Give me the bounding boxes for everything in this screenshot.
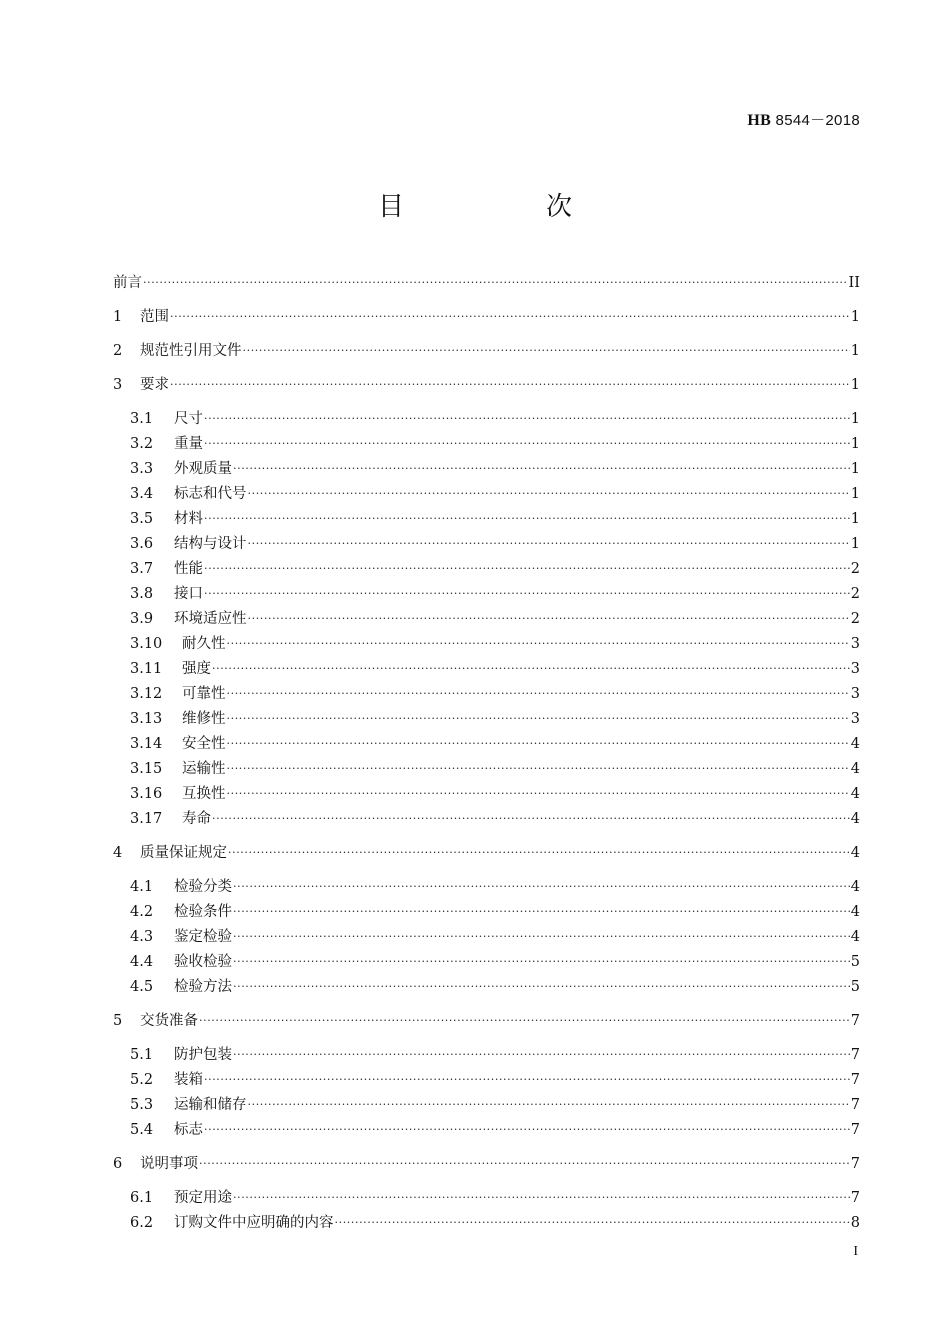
toc-entry-title: 维修性 (182, 711, 226, 727)
toc-entry-number: 3.13 (130, 711, 163, 727)
toc-entry-page: 4 (850, 736, 860, 752)
toc-leader-dots (212, 658, 850, 680)
toc-leader-dots (227, 733, 850, 755)
toc-leader-dots (227, 633, 850, 655)
toc-entry-page: 3 (850, 636, 860, 652)
toc-entry[interactable] (130, 708, 860, 730)
toc-entry-number: 1 (113, 309, 123, 325)
toc-entry[interactable] (130, 1187, 860, 1209)
toc-entry[interactable] (130, 483, 860, 505)
toc-entry-title: 质量保证规定 (140, 845, 227, 861)
toc-entry[interactable] (130, 926, 860, 948)
toc-entry[interactable] (130, 1069, 860, 1091)
toc-entry-title: 安全性 (182, 736, 226, 752)
toc-entry-page: 1 (850, 436, 860, 452)
toc-entry-title: 性能 (174, 561, 203, 577)
toc-leader-dots (204, 1069, 850, 1091)
toc-entry-page: 3 (850, 711, 860, 727)
toc-entry-page: 2 (850, 561, 860, 577)
toc-leader-dots (204, 558, 850, 580)
toc-entry-number: 3.3 (130, 461, 154, 477)
toc-entry-number: 3.7 (130, 561, 154, 577)
toc-entry-title: 说明事项 (140, 1156, 198, 1172)
toc-entry-title: 材料 (174, 511, 203, 527)
toc-entry-number: 5 (113, 1013, 123, 1029)
toc-entry-title: 尺寸 (174, 411, 203, 427)
toc-entry-number: 6.1 (130, 1190, 154, 1206)
toc-entry-number: 3.10 (130, 636, 163, 652)
toc-entry[interactable] (130, 758, 860, 780)
toc-entry[interactable] (130, 951, 860, 973)
toc-entry[interactable] (130, 683, 860, 705)
toc-entry-title: 规范性引用文件 (140, 343, 242, 359)
toc-entry-number: 3.9 (130, 611, 154, 627)
toc-entry-page: 3 (850, 661, 860, 677)
toc-leader-dots (248, 608, 850, 630)
toc-leader-dots (233, 951, 850, 973)
toc-entry-title: 要求 (140, 377, 169, 393)
toc-entry-page: 7 (850, 1156, 860, 1172)
toc-entry-number: 4.4 (130, 954, 154, 970)
toc-leader-dots (212, 808, 850, 830)
toc-entry-page: 4 (850, 761, 860, 777)
toc-entry-number: 5.2 (130, 1072, 154, 1088)
toc-entry[interactable] (130, 533, 860, 555)
toc-entry[interactable] (130, 408, 860, 430)
toc-leader-dots (233, 976, 850, 998)
toc-entry-title: 环境适应性 (174, 611, 247, 627)
toc-leader-dots (204, 583, 850, 605)
toc-entry-number: 3.12 (130, 686, 163, 702)
toc-entry-title: 前言 (113, 275, 142, 291)
toc-leader-dots (227, 683, 850, 705)
toc-entry-number: 3.16 (130, 786, 163, 802)
toc-entry-page: 4 (850, 879, 860, 895)
toc-entry[interactable] (130, 783, 860, 805)
toc-leader-dots (204, 508, 850, 530)
toc-leader-dots (143, 272, 848, 294)
toc-entry-page: 4 (850, 904, 860, 920)
toc-entry-number: 3.14 (130, 736, 163, 752)
toc-leader-dots (248, 533, 850, 555)
toc-entry-page: 4 (850, 811, 860, 827)
toc-entry-page: 2 (850, 586, 860, 602)
toc-entry-number: 3.5 (130, 511, 154, 527)
toc-leader-dots (243, 340, 850, 362)
toc-entry-number: 5.3 (130, 1097, 154, 1113)
toc-entry-title: 订购文件中应明确的内容 (174, 1215, 334, 1231)
toc-entry-title: 寿命 (182, 811, 211, 827)
toc-entry-title: 防护包装 (174, 1047, 232, 1063)
toc-entry-page: 7 (850, 1122, 860, 1138)
toc-leader-dots (204, 408, 850, 430)
toc-entry-title: 重量 (174, 436, 203, 452)
toc-entry-title: 可靠性 (182, 686, 226, 702)
toc-entry-page: 7 (850, 1097, 860, 1113)
toc-entry[interactable] (113, 842, 860, 864)
toc-entry-title: 强度 (182, 661, 211, 677)
toc-leader-dots (227, 758, 850, 780)
toc-entry-number: 4 (113, 845, 123, 861)
toc-entry[interactable] (130, 458, 860, 480)
toc-entry-number: 6.2 (130, 1215, 154, 1231)
toc-leader-dots (233, 926, 850, 948)
toc-entry-number: 3.11 (130, 661, 163, 677)
toc-entry-number: 5.1 (130, 1047, 154, 1063)
toc-entry[interactable] (130, 633, 860, 655)
toc-entry[interactable] (130, 1044, 860, 1066)
toc-leader-dots (233, 1187, 850, 1209)
toc-entry-title: 标志 (174, 1122, 203, 1138)
toc-entry-page: 2 (850, 611, 860, 627)
toc-entry[interactable] (130, 433, 860, 455)
toc-entry-number: 4.5 (130, 979, 154, 995)
toc-entry-page: 8 (850, 1215, 860, 1231)
toc-entry[interactable] (130, 608, 860, 630)
toc-entry-number: 3.2 (130, 436, 154, 452)
standard-code (747, 109, 860, 130)
toc-entry[interactable] (130, 876, 860, 898)
toc-leader-dots (204, 433, 850, 455)
standard-number: 8544－2018 (775, 112, 860, 129)
toc-entry[interactable] (113, 306, 860, 328)
toc-entry-page: 7 (850, 1013, 860, 1029)
toc-entry-number: 4.3 (130, 929, 154, 945)
toc-entry-number: 5.4 (130, 1122, 154, 1138)
toc-entry-title: 验收检验 (174, 954, 232, 970)
toc-leader-dots (170, 306, 850, 328)
toc-entry-title: 标志和代号 (174, 486, 247, 502)
toc-entry-page: 3 (850, 686, 860, 702)
toc-entry-page: 1 (850, 343, 860, 359)
toc-leader-dots (227, 708, 850, 730)
toc-entry-page: 1 (850, 461, 860, 477)
toc-entry[interactable] (130, 658, 860, 680)
toc-entry-title: 运输性 (182, 761, 226, 777)
toc-leader-dots (335, 1212, 850, 1234)
toc-entry[interactable] (113, 340, 860, 362)
toc-entry-number: 6 (113, 1156, 123, 1172)
toc-entry-number: 2 (113, 343, 123, 359)
toc-entry-page: 4 (850, 786, 860, 802)
toc-entry-title: 鉴定检验 (174, 929, 232, 945)
toc-leader-dots (228, 842, 850, 864)
toc-entry-page: 1 (850, 511, 860, 527)
toc-leader-dots (199, 1010, 850, 1032)
toc-entry[interactable] (130, 1212, 860, 1234)
toc-entry-page: 5 (850, 979, 860, 995)
toc-leader-dots (233, 1044, 850, 1066)
toc-leader-dots (204, 1119, 850, 1141)
toc-entry-page: 4 (850, 845, 860, 861)
toc-entry-title: 结构与设计 (174, 536, 247, 552)
toc-entry-number: 3.17 (130, 811, 163, 827)
toc-entry-page: 1 (850, 486, 860, 502)
toc-entry-title: 互换性 (182, 786, 226, 802)
toc-entry[interactable] (113, 272, 860, 294)
toc-entry-title: 检验条件 (174, 904, 232, 920)
toc-entry[interactable] (130, 901, 860, 923)
toc-leader-dots (233, 458, 850, 480)
toc-entry-title: 检验方法 (174, 979, 232, 995)
toc-entry-page: II (848, 275, 860, 291)
toc-entry-page: 1 (850, 411, 860, 427)
toc-entry[interactable] (130, 558, 860, 580)
toc-entry-title: 运输和储存 (174, 1097, 247, 1113)
toc-leader-dots (248, 483, 850, 505)
toc-entry-title: 预定用途 (174, 1190, 232, 1206)
toc-entry-title: 耐久性 (182, 636, 226, 652)
toc-entry-page: 7 (850, 1190, 860, 1206)
toc-entry-page: 7 (850, 1072, 860, 1088)
toc-leader-dots (233, 876, 850, 898)
toc-entry-number: 3.15 (130, 761, 163, 777)
standard-prefix: HB (747, 112, 772, 129)
toc-leader-dots (227, 783, 850, 805)
toc-entry-number: 4.2 (130, 904, 154, 920)
toc-leader-dots (199, 1153, 850, 1175)
toc-entry-page: 1 (850, 536, 860, 552)
toc-entry-page: 5 (850, 954, 860, 970)
toc-entry[interactable] (130, 808, 860, 830)
page-number: I (853, 1244, 858, 1259)
toc-entry-number: 3 (113, 377, 123, 393)
toc-entry[interactable] (130, 733, 860, 755)
toc-entry[interactable] (113, 374, 860, 396)
toc-entry-page: 1 (850, 377, 860, 393)
toc-entry-number: 3.8 (130, 586, 154, 602)
toc-entry-title: 外观质量 (174, 461, 232, 477)
toc-entry[interactable] (130, 1119, 860, 1141)
toc-entry-page: 1 (850, 309, 860, 325)
toc-entry-number: 3.1 (130, 411, 154, 427)
toc-leader-dots (170, 374, 850, 396)
toc-entry-title: 检验分类 (174, 879, 232, 895)
toc-leader-dots (233, 901, 850, 923)
toc-entry-number: 4.1 (130, 879, 154, 895)
toc-entry[interactable] (113, 1153, 860, 1175)
toc-entry-page: 4 (850, 929, 860, 945)
toc-entry[interactable] (130, 976, 860, 998)
page-title: 目 次 (377, 192, 630, 222)
toc-entry-number: 3.6 (130, 536, 154, 552)
toc-entry[interactable] (113, 1010, 860, 1032)
toc-entry[interactable] (130, 583, 860, 605)
toc-entry[interactable] (130, 1094, 860, 1116)
toc-leader-dots (248, 1094, 850, 1116)
toc-entry-number: 3.4 (130, 486, 154, 502)
toc-entry-title: 接口 (174, 586, 203, 602)
toc-entry-title: 范围 (140, 309, 169, 325)
toc-entry-page: 7 (850, 1047, 860, 1063)
toc-entry[interactable] (130, 508, 860, 530)
toc-entry-title: 交货准备 (140, 1013, 198, 1029)
toc-entry-title: 装箱 (174, 1072, 203, 1088)
